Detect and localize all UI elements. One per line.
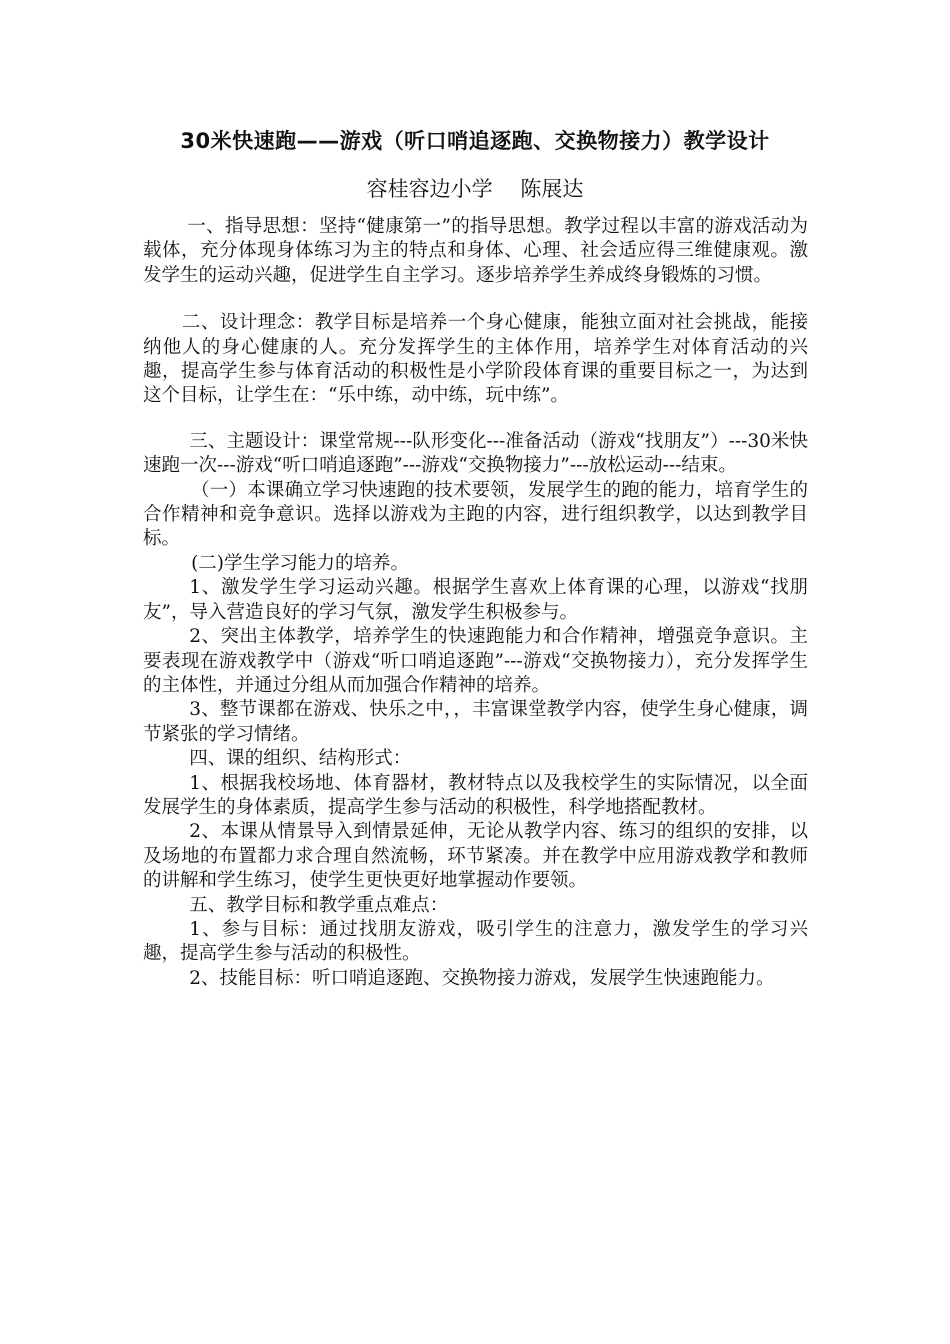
- paragraph-design-concept: 二、设计理念：教学目标是培养一个身心健康，能独立面对社会挑战，能接纳他人的身心健康的人。充分发挥学生的主体作用，培养学生对体育活动的兴趣，提高学生参与体育活动的积极性是小学阶段体育课的重要目标之一，为达到这个目标，让学生在：“乐中练，动中练，玩中练”。: [143, 312, 808, 407]
- paragraph-organization-heading: 四、课的组织、结构形式：: [189, 748, 412, 770]
- paragraph-ability-1: 1、激发学生学习运动兴趣。根据学生喜欢上体育课的心理，以游戏“找朋友”，导入营造良好的学习气氛，激发学生积极参与。: [143, 577, 808, 623]
- paragraph-goals-2: 2、技能目标：听口哨追逐跑、交换物接力游戏，发展学生快速跑能力。: [189, 967, 775, 989]
- paragraph-theme-design: 三、主题设计：课堂常规---队形变化---准备活动（游戏“找朋友”）---30米快速跑一次---游戏“听口哨追逐跑”---游戏“交换物接力”---放松运动---结束。: [143, 430, 808, 477]
- document-author: 容桂容边小学 陈展达: [366, 177, 584, 201]
- paragraph-ability-2: 2、突出主体教学，培养学生的快速跑能力和合作精神，增强竞争意识。主要表现在游戏教学中（游戏“听口哨追逐跑”---游戏“交换物接力），充分发挥学生的主体性，并通过分组从而加强合作精神的培养。: [143, 626, 808, 696]
- paragraph-organization-1: 1、根据我校场地、体育器材，教材特点以及我校学生的实际情况，以全面发展学生的身体素质，提高学生参与活动的积极性，科学地搭配教材。: [143, 772, 808, 818]
- paragraph-organization-2: 2、本课从情景导入到情景延伸，无论从教学内容、练习的组织的安排，以及场地的布置都力求合理自然流畅，环节紧凑。并在教学中应用游戏教学和教师的讲解和学生练习，使学生更快更好地掌握动作要领。: [143, 821, 808, 892]
- document-title: 30米快速跑——游戏（听口哨追逐跑、交换物接力）教学设计: [180, 129, 770, 153]
- paragraph-guiding-ideology: 一、指导思想：坚持“健康第一”的指导思想。教学过程以丰富的游戏活动为载体，充分体现身体练习为主的特点和身体、心理、社会适应得三维健康观。激发学生的运动兴趣，促进学生自主学习。逐步培养学生养成终身锻炼的习惯。: [143, 216, 808, 286]
- paragraph-goals-1: 1、参与目标：通过找朋友游戏，吸引学生的注意力，激发学生的学习兴趣，提高学生参与活动的积极性。: [143, 918, 808, 965]
- paragraph-theme-sub-2: (二)学生学习能力的培养。: [191, 552, 410, 574]
- paragraph-theme-sub-1: （一）本课确立学习快速跑的技术要领，发展学生的跑的能力，培育学生的合作精神和竞争意识。选择以游戏为主跑的内容，进行组织教学，以达到教学目标。: [143, 479, 808, 550]
- document-body: [143, 215, 808, 991]
- paragraph-goals-heading: 五、教学目标和教学重点难点：: [189, 894, 449, 916]
- paragraph-ability-3: 3、整节课都在游戏、快乐之中，，丰富课堂教学内容，使学生身心健康，调节紧张的学习情绪。: [143, 699, 808, 745]
